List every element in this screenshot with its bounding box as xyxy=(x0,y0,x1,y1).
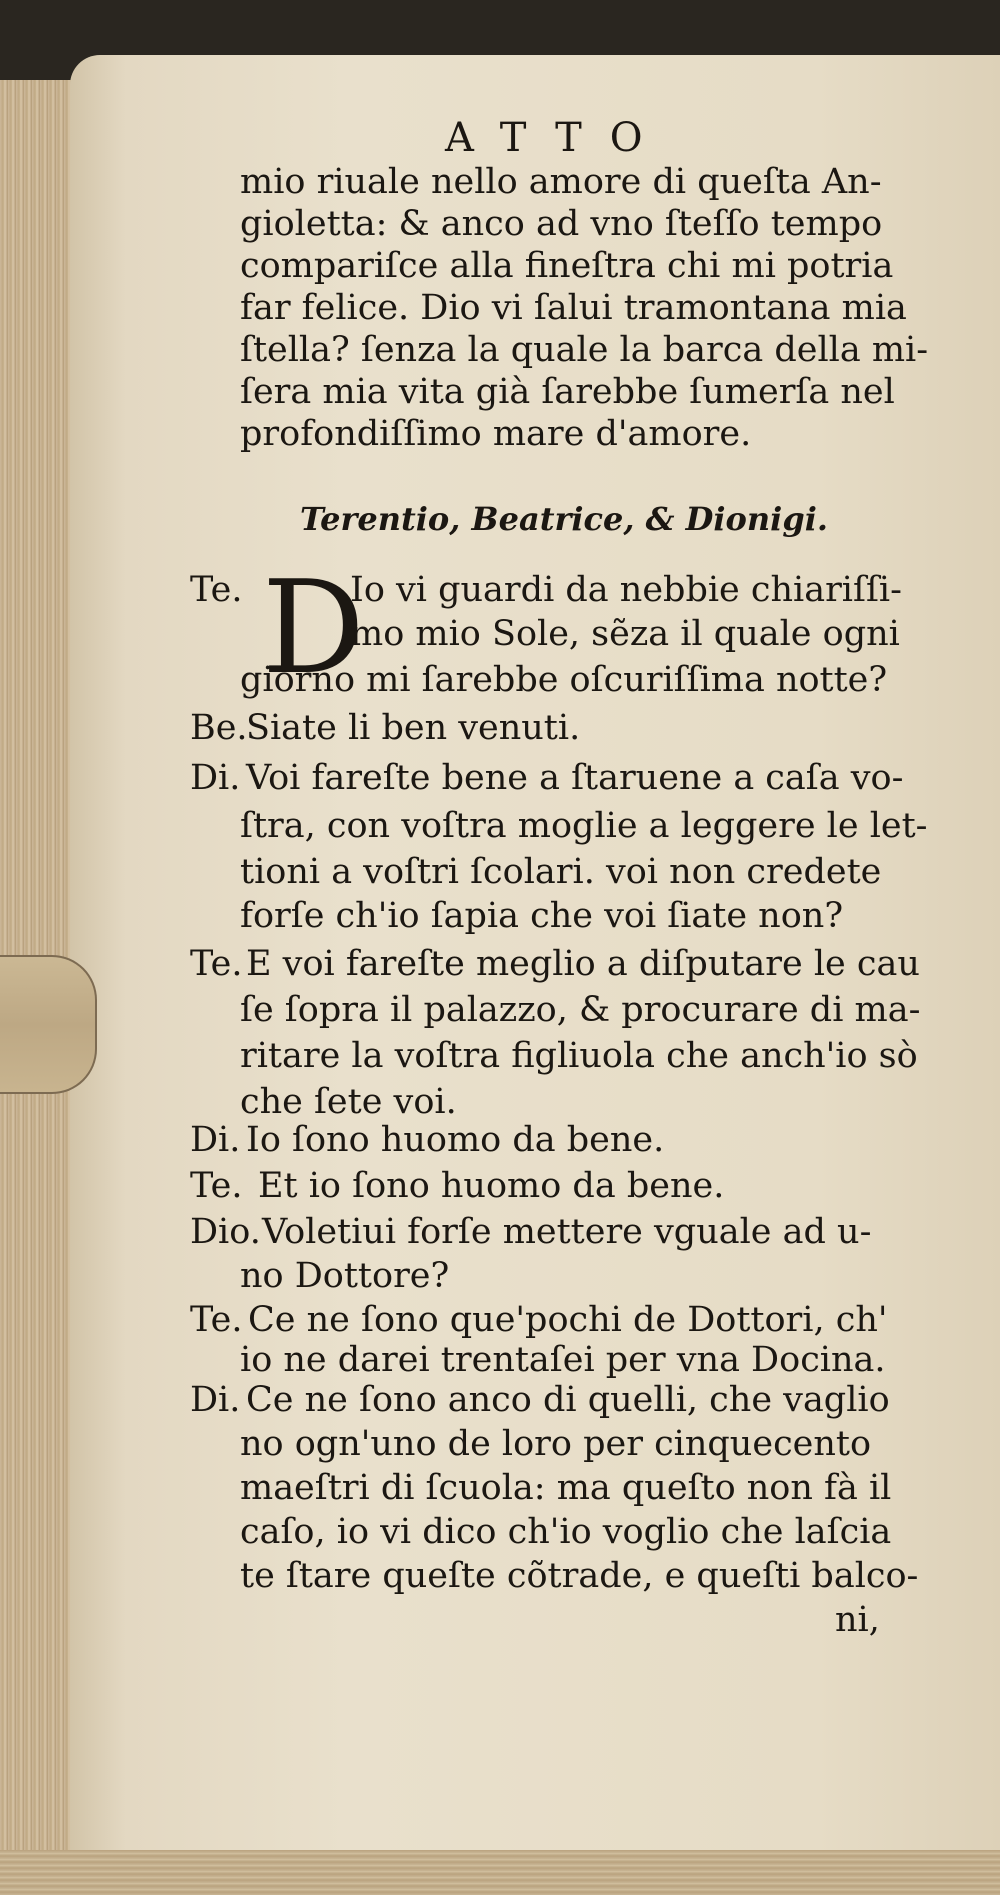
paragraph-line: ſtella? ſenza la quale la barca della mi- xyxy=(240,330,929,370)
speaker-label: Di. xyxy=(190,758,241,798)
paragraph-line: ſera mia vita già ſarebbe ſumerſa nel xyxy=(240,372,895,412)
paragraph-line: compariſce alla fineſtra chi mi potria xyxy=(240,246,894,286)
dialogue-line: che ſete voi. xyxy=(240,1082,457,1122)
dialogue-line: ritare la voſtra figliuola che anch'io sò xyxy=(240,1036,918,1076)
page-bottom-edges xyxy=(0,1850,1000,1895)
paragraph-line: gioletta: & anco ad vno ſteſſo tempo xyxy=(240,204,883,244)
speaker-label: Te. xyxy=(190,1166,243,1206)
dialogue-line: no ogn'uno de loro per cinquecento xyxy=(240,1424,872,1464)
dialogue-line: caſo, io vi dico ch'io voglio che laſcia xyxy=(240,1512,892,1552)
speaker-label: Te. xyxy=(190,570,243,610)
dialogue-line: Io ſono huomo da bene. xyxy=(246,1120,665,1160)
dialogue-line: tioni a voſtri ſcolari. voi non credete xyxy=(240,852,882,892)
dialogue-line: Voletiui forſe mettere vguale ad u- xyxy=(262,1212,872,1252)
dialogue-line: mo mio Sole, sẽza il quale ogni xyxy=(350,614,900,654)
dialogue-line: ſe ſopra il palazzo, & procurare di ma- xyxy=(240,990,921,1030)
speaker-label: Te. xyxy=(190,944,243,984)
dialogue-line: no Dottore? xyxy=(240,1256,450,1296)
speaker-label: Be. xyxy=(190,708,248,748)
dialogue-line: giorno mi ſarebbe oſcuriſſima notte? xyxy=(240,660,888,700)
dialogue-line: Voi fareſte bene a ſtaruene a caſa vo- xyxy=(246,758,904,798)
speaker-label: Di. xyxy=(190,1380,241,1420)
dialogue-line: Ce ne ſono anco di quelli, che vaglio xyxy=(246,1380,890,1420)
dialogue-line: io ne darei trentaſei per vna Docina. xyxy=(240,1340,886,1380)
speaker-label: Dio. xyxy=(190,1212,261,1252)
dialogue-line: Ce ne ſono que'pochi de Dottori, ch' xyxy=(248,1300,888,1340)
dialogue-line: forſe ch'io ſapia che voi ſiate non? xyxy=(240,896,844,936)
scene-speakers-heading: Terentio, Beatrice, & Dionigi. xyxy=(300,500,828,538)
drop-capital: D xyxy=(262,554,365,703)
dialogue-line: Et io ſono huomo da bene. xyxy=(258,1166,725,1206)
paragraph-line: far felice. Dio vi ſalui tramontana mia xyxy=(240,288,907,328)
speaker-label: Te. xyxy=(190,1300,243,1340)
catchword: ni, xyxy=(835,1600,880,1640)
paragraph-line: mio riuale nello amore di queſta An- xyxy=(240,162,882,202)
dialogue-line: E voi fareſte meglio a diſputare le cau xyxy=(246,944,920,984)
dialogue-line: Siate li ben venuti. xyxy=(246,708,581,748)
dialogue-line: Io vi guardi da nebbie chiariſſi- xyxy=(350,570,902,610)
dialogue-line: maeſtri di ſcuola: ma queſto non fà il xyxy=(240,1468,892,1508)
running-header: ATTO xyxy=(445,115,671,161)
bookmark-clasp xyxy=(0,955,97,1094)
dialogue-line: te ſtare queſte cõtrade, e queſti balco- xyxy=(240,1556,919,1596)
dialogue-line: ſtra, con voſtra moglie a leggere le let- xyxy=(240,806,928,846)
paragraph-line: profondiſſimo mare d'amore. xyxy=(240,414,752,454)
speaker-label: Di. xyxy=(190,1120,241,1160)
